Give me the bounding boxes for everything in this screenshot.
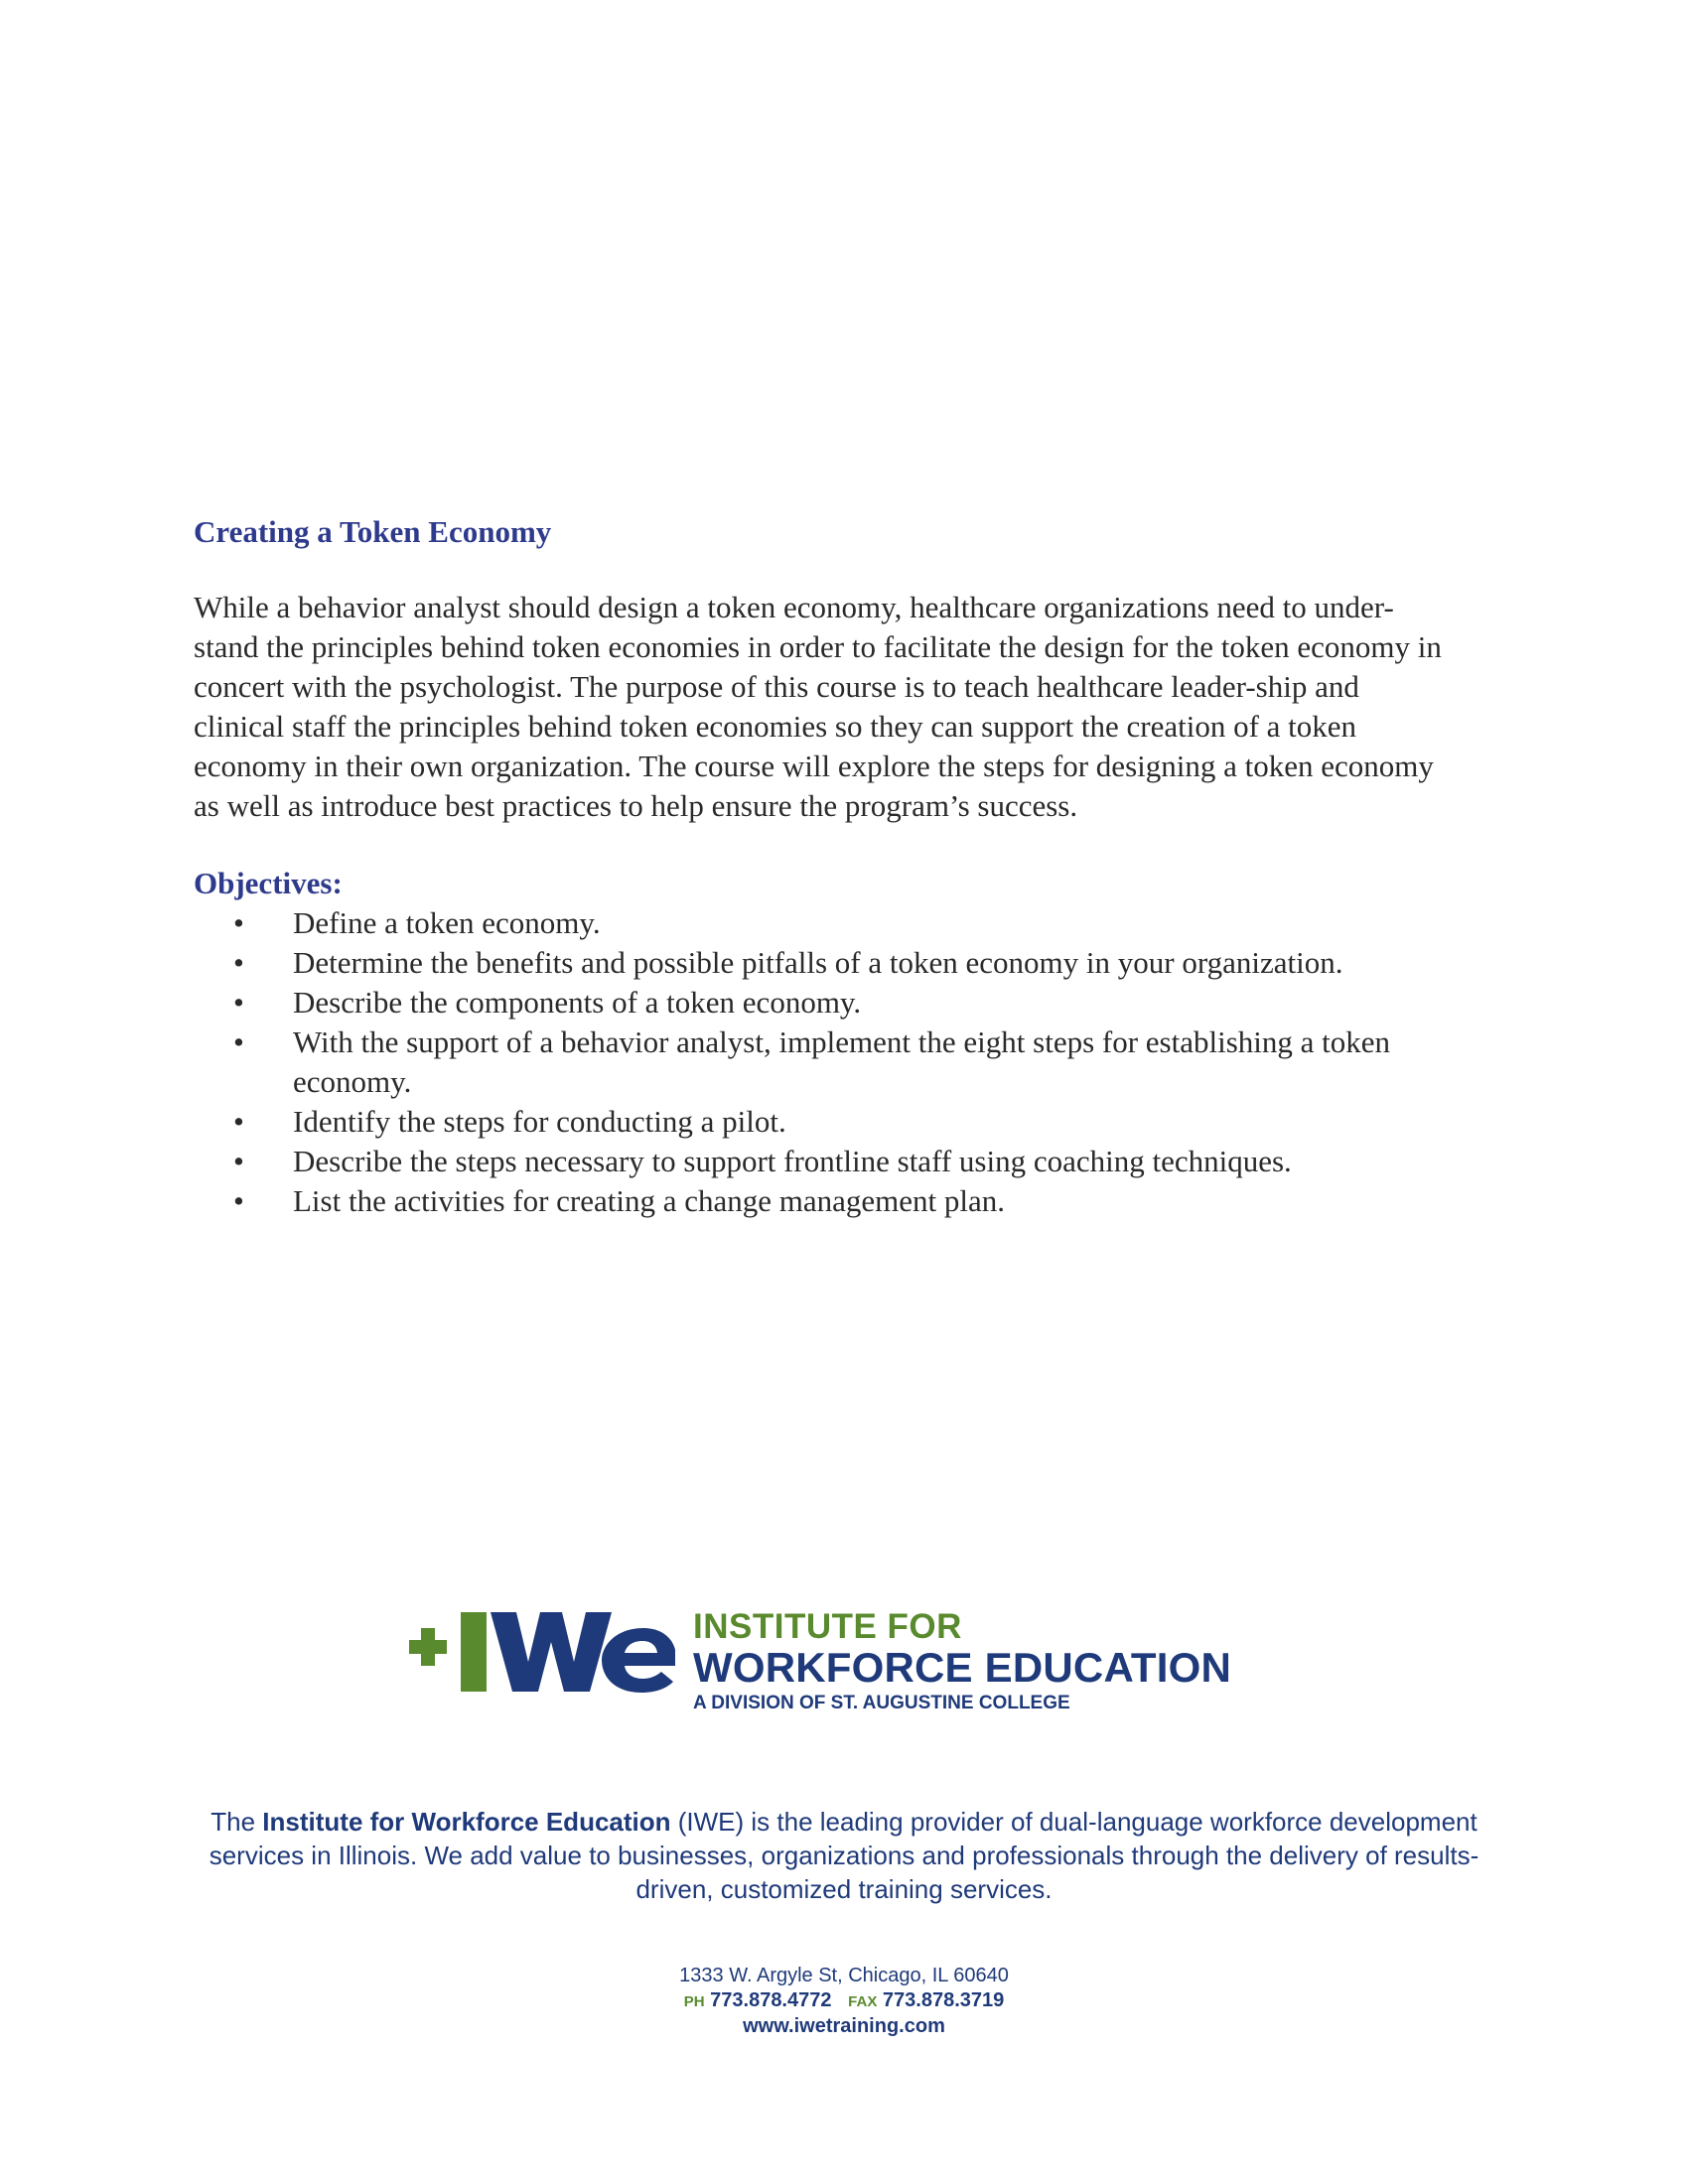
bullet-icon: • — [233, 945, 244, 980]
contact-address: 1333 W. Argyle St, Chicago, IL 60640 — [679, 1965, 1009, 1986]
logo-line-workforce: WORKFORCE EDUCATION — [693, 1644, 1231, 1691]
iwe-logo — [407, 1598, 1231, 1727]
bullet-icon: • — [233, 1024, 244, 1059]
website-link[interactable]: www.iwetraining.com — [743, 2015, 945, 2037]
bullet-icon: • — [233, 1144, 244, 1178]
phone-label: PH — [683, 1993, 705, 2010]
course-intro: While a behavior analyst should design a token economy, healthcare organizations need to under-stand the principles behind token economies in order to facilitate the design for the token economy in concert with the psychologist. The purpose of this course is to teach healthcare leader-ship and clinical staff the principles behind token economies so they can support the creation of a token economy in their own organization. The course will explore the steps for designing a token economy as well as introduce best practices to help ensure the program’s success. — [194, 590, 1442, 823]
objective-item — [194, 1181, 1455, 1221]
objective-text: Determine the benefits and possible pitfalls of a token economy in your organization. — [293, 945, 1343, 980]
iwe-logo-mark — [407, 1598, 675, 1698]
objectives-list — [194, 903, 1455, 1221]
objective-item — [194, 1102, 1455, 1142]
about-prefix: The — [211, 1807, 263, 1837]
contact-phones — [496, 1988, 1192, 2014]
phone-number: 773.878.4772 — [710, 1989, 832, 2011]
course-title: Creating a Token Economy — [194, 514, 552, 549]
objective-text: Identify the steps for conducting a pilot. — [293, 1104, 786, 1139]
objective-text: Describe the components of a token economy. — [293, 985, 862, 1020]
objective-text: Describe the steps necessary to support frontline staff using coaching techniques. — [293, 1144, 1292, 1178]
fax-label: FAX — [848, 1993, 878, 2010]
fax-number: 773.878.3719 — [882, 1989, 1005, 2011]
objective-item — [194, 1023, 1455, 1102]
about-paragraph — [199, 1805, 1489, 1906]
objective-item — [194, 943, 1455, 983]
objective-text: Define a token economy. — [293, 905, 601, 940]
contact-info — [496, 1964, 1192, 2039]
about-org-name: Institute for Workforce Education — [262, 1807, 671, 1837]
objective-item — [194, 903, 1455, 943]
course-content — [194, 512, 1455, 1221]
logo-wordmark — [693, 1608, 1231, 1715]
objective-item — [194, 983, 1455, 1023]
bullet-icon: • — [233, 905, 244, 940]
bullet-icon: • — [233, 1183, 244, 1218]
bullet-icon: • — [233, 985, 244, 1020]
objectives-heading: Objectives: — [194, 866, 343, 900]
about-suffix: (IWE) is the leading provider of dual-language workforce development services in Illinois. We add value to businesses, organizations and professionals through the delivery of results-driven, customized training services. — [209, 1807, 1479, 1904]
objective-text: List the activities for creating a change management plan. — [293, 1183, 1006, 1218]
logo-line-division: A DIVISION OF ST. AUGUSTINE COLLEGE — [693, 1693, 1070, 1713]
logo-line-institute: INSTITUTE FOR — [693, 1607, 962, 1646]
objective-text: With the support of a behavior analyst, implement the eight steps for establishing a token economy. — [293, 1024, 1391, 1099]
bullet-icon: • — [233, 1104, 244, 1139]
objective-item — [194, 1142, 1455, 1181]
